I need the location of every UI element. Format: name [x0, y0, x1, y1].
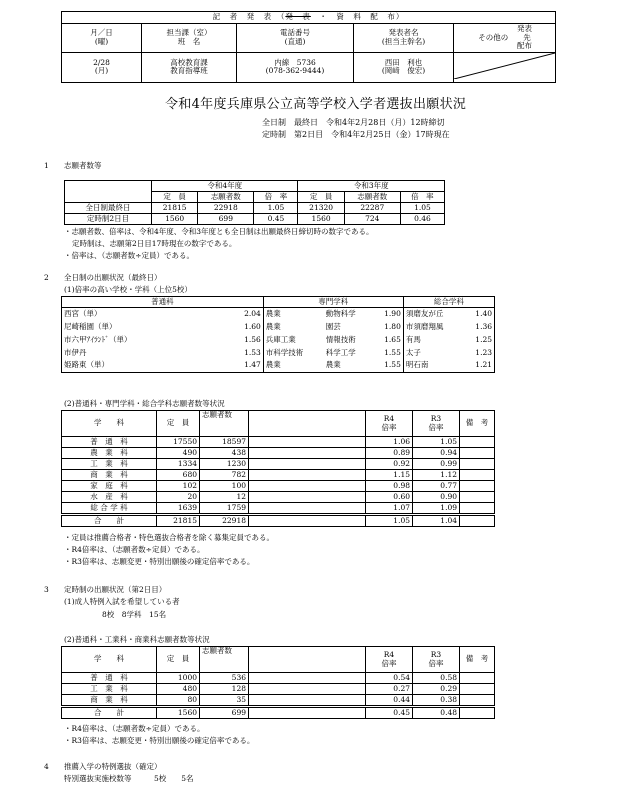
cell-quota: 480 [157, 684, 200, 695]
school-ratio: 1.53 [217, 347, 263, 360]
table-row [62, 347, 495, 360]
school-ratio: 1.40 [475, 308, 492, 318]
release-person [354, 53, 454, 83]
cell-applicants: 724 [344, 214, 400, 225]
total-label: 合 計 [62, 707, 157, 719]
col-r4-label: R4 [383, 413, 395, 423]
cell-remarks [460, 437, 495, 448]
school-name: 姫路東（単） [64, 360, 109, 370]
cell-quota: 1560 [152, 214, 198, 225]
col-r4-label: R4 [383, 649, 395, 659]
cell-remarks [460, 481, 495, 492]
doc-title: 令和4年度兵庫県公立高等学校入学者選抜出願状況 [165, 97, 467, 112]
school-ratio: 1.55 [373, 347, 404, 360]
cell-remarks [460, 684, 495, 695]
cell-ratio: 0.45 [254, 214, 298, 225]
table-row [62, 448, 495, 459]
spacer-cell [249, 684, 366, 695]
section3-subheading: (1)成人特例入試を希望している者 [64, 597, 180, 606]
table-row [62, 437, 495, 448]
total-row [62, 707, 495, 719]
dept-name: 商 業 科 [62, 470, 157, 481]
release-extension: 内線 5736 [274, 57, 316, 67]
s1-note: ・倍率は、（志願者数÷定員）である。 [64, 251, 195, 260]
row-label: 定時制2日目 [65, 214, 152, 225]
school-ratio: 1.90 [373, 308, 404, 321]
table-row [62, 459, 495, 470]
cell-r4: 0.98 [366, 481, 413, 492]
cell-quota: 102 [157, 481, 200, 492]
cell-quota: 17550 [157, 437, 200, 448]
total-quota: 1560 [157, 707, 200, 719]
cell-applicants: 1230 [200, 459, 249, 470]
year-r4-header: 令和4年度 [152, 181, 298, 192]
year-r3-header: 令和3年度 [298, 181, 445, 192]
cell-r3: 0.77 [413, 481, 460, 492]
cell-applicants: 782 [200, 470, 249, 481]
cell-r4: 1.15 [366, 470, 413, 481]
header-title-struck: 発 表 [285, 12, 311, 22]
col-r3-label: 倍率 [428, 422, 444, 432]
dept-name: 工 業 科 [62, 459, 157, 470]
cell-r3: 0.38 [413, 695, 460, 707]
col-r4-ratio [366, 411, 413, 437]
cell-quota: 21320 [298, 203, 344, 214]
total-quota: 21815 [157, 515, 200, 527]
school-ratio: 1.36 [475, 321, 492, 331]
section4-number: 4 [44, 762, 49, 771]
cell-r4: 1.06 [366, 437, 413, 448]
school-name: 明石南 [405, 360, 429, 370]
release-phone [237, 53, 354, 83]
col-phone-header [237, 24, 354, 53]
col-r3-ratio [413, 411, 460, 437]
dept-name: 水 産 科 [62, 492, 157, 503]
department-name: 園芸 [325, 321, 341, 331]
release-date-value: 2/28 [93, 57, 110, 67]
applicants-summary-table [64, 180, 445, 225]
col-remarks: 備 考 [465, 418, 489, 428]
col-date-label: 月／日 [90, 28, 113, 38]
spacer-cell [249, 448, 366, 459]
department-name: 農業 [325, 360, 341, 370]
school-ratio: 1.56 [217, 334, 263, 347]
dept-name: 家 庭 科 [62, 481, 157, 492]
col-r3-label: 倍率 [428, 658, 444, 668]
col-date-header [62, 24, 142, 53]
school-ratio: 2.04 [217, 308, 263, 321]
cell-r3: 0.90 [413, 492, 460, 503]
school-name: 農業 [265, 308, 281, 318]
course-applicants-table [61, 410, 495, 527]
table-row [62, 308, 495, 321]
col-applicants: 志願者数 [200, 411, 249, 437]
cell-remarks [460, 448, 495, 459]
cell-r3: 0.58 [413, 673, 460, 684]
dept-name: 普 通 科 [62, 673, 157, 684]
section2-heading: 全日制の出願状況（最終日） [64, 273, 162, 282]
col-other-label: 配布 [517, 41, 532, 51]
s2-note: ・定員は推薦合格者・特色選抜合格者を除く募集定員である。 [64, 533, 274, 542]
total-r4: 0.45 [366, 707, 413, 719]
col-quota: 定 員 [157, 647, 200, 673]
col-quota: 定 員 [152, 192, 198, 203]
table-row [62, 492, 495, 503]
integrated-course-header: 総合学科 [433, 296, 464, 306]
cell-remarks [460, 492, 495, 503]
cell-ratio: 1.05 [254, 203, 298, 214]
cell-applicants: 22287 [344, 203, 400, 214]
col-dept-label: 担当課（室） [166, 28, 212, 38]
section3-subheading: (2)普通科・工業科・商業科志願者数等状況 [64, 635, 210, 644]
table-row [62, 684, 495, 695]
row-label: 全日制最終日 [65, 203, 152, 214]
col-r4-ratio [366, 647, 413, 673]
cell-applicants: 1759 [200, 503, 249, 515]
cell-ratio: 0.46 [400, 214, 444, 225]
cell-applicants: 128 [200, 684, 249, 695]
school-ratio: 1.23 [475, 347, 492, 357]
header-title-part: ・ 資 料 配 布） [310, 12, 405, 22]
table-row [65, 203, 445, 214]
table-row [62, 481, 495, 492]
total-r3: 1.04 [413, 515, 460, 527]
diagonal-strike [454, 53, 555, 79]
dept-name: 工 業 科 [62, 684, 157, 695]
col-r3-ratio [413, 647, 460, 673]
cell-applicants: 100 [200, 481, 249, 492]
col-other-label: 発表 [517, 24, 532, 34]
col-quota: 定 員 [298, 192, 344, 203]
spacer-cell [249, 492, 366, 503]
col-quota: 定 員 [157, 411, 200, 437]
col-r3-label: R3 [430, 413, 442, 423]
s3-note: ・R4倍率は、（志願者数÷定員）である。 [64, 724, 205, 733]
release-dept-name: 高校教育課 [170, 57, 208, 67]
section2-subheading: (1)倍率の高い学校・学科（上位5校） [64, 285, 192, 294]
table-row [62, 503, 495, 515]
spacer-col [249, 647, 366, 673]
col-person-header [354, 24, 454, 53]
cell-r3: 1.05 [413, 437, 460, 448]
doc-subtitle-part-time: 定時制 第2日目 令和4年2月25日（金）17時現在 [262, 130, 450, 139]
release-dept [142, 53, 237, 83]
cell-remarks [460, 695, 495, 707]
cell-r4: 0.60 [366, 492, 413, 503]
school-name: 兵庫工業 [265, 334, 296, 344]
school-name: 尼崎稲園（単） [64, 321, 117, 331]
school-ratio: 1.65 [373, 334, 404, 347]
col-department: 学 科 [62, 647, 157, 673]
cell-remarks [460, 673, 495, 684]
cell-remarks [460, 459, 495, 470]
spacer-cell [249, 707, 366, 719]
table-row [65, 214, 445, 225]
cell-r4: 0.44 [366, 695, 413, 707]
table-row [62, 334, 495, 347]
cell-ratio: 1.05 [400, 203, 444, 214]
col-r3-label: R3 [430, 649, 442, 659]
spacer-cell [249, 695, 366, 707]
col-person-label: (担当主幹名) [381, 37, 426, 46]
s2-note: ・R3倍率は、志願変更・特別出願後の確定倍率である。 [64, 557, 255, 566]
total-row [62, 515, 495, 527]
section2-subheading: (2)普通科・専門学科・総合学科志願者数等状況 [64, 399, 225, 408]
section3-number: 3 [44, 585, 49, 594]
cell-applicants: 18597 [200, 437, 249, 448]
col-ratio: 倍 率 [400, 192, 444, 203]
col-other-label: その他の 先 [478, 32, 531, 42]
total-label: 合 計 [62, 515, 157, 527]
special-course-header: 専門学科 [263, 297, 403, 308]
department-name: 情報技術 [325, 334, 356, 344]
spacer-col [249, 411, 366, 437]
school-ratio: 1.80 [373, 321, 404, 334]
dept-name: 総 合 学 科 [62, 503, 157, 515]
school-name: 市科学技術 [265, 347, 304, 357]
table-row [62, 360, 495, 373]
col-applicants: 志願者数 [344, 192, 400, 203]
cell-quota: 1560 [298, 214, 344, 225]
school-name: 農業 [265, 321, 281, 331]
cell-quota: 20 [157, 492, 200, 503]
cell-r3: 0.99 [413, 459, 460, 470]
department-name: 動物科学 [325, 308, 356, 318]
col-r4-label: 倍率 [381, 658, 397, 668]
release-direct-line: (078-362-9444) [265, 66, 325, 76]
total-r3: 0.48 [413, 707, 460, 719]
col-person-label: 発表者名 [388, 28, 419, 38]
school-ratio: 1.47 [217, 360, 263, 373]
cell-quota: 490 [157, 448, 200, 459]
cell-applicants: 536 [200, 673, 249, 684]
col-remarks: 備 考 [465, 654, 489, 664]
school-ratio: 1.21 [475, 360, 492, 370]
col-ratio: 倍 率 [254, 192, 298, 203]
s3-note: ・R3倍率は、志願変更・特別出願後の確定倍率である。 [64, 736, 255, 745]
cell-r3: 0.94 [413, 448, 460, 459]
table-row [62, 470, 495, 481]
release-supervisor: (岡﨑 俊宏) [381, 66, 426, 76]
dept-name: 普 通 科 [62, 437, 157, 448]
spacer-cell [249, 470, 366, 481]
col-dept-header [142, 24, 237, 53]
cell-applicants: 699 [198, 214, 254, 225]
cell-r3: 0.29 [413, 684, 460, 695]
spacer-cell [249, 673, 366, 684]
school-ratio: 1.55 [373, 360, 404, 373]
cell-quota: 1000 [157, 673, 200, 684]
release-presenter: 西田 利也 [384, 57, 423, 67]
cell-quota: 21815 [152, 203, 198, 214]
header-title [62, 12, 556, 24]
section2-number: 2 [44, 273, 49, 282]
cell-quota: 1334 [157, 459, 200, 470]
col-applicants: 志願者数 [200, 647, 249, 673]
department-name: 科学工学 [325, 347, 356, 357]
col-department: 学 科 [62, 411, 157, 437]
table-row [62, 695, 495, 707]
table-corner [65, 181, 152, 203]
total-r4: 1.05 [366, 515, 413, 527]
cell-r3: 1.09 [413, 503, 460, 515]
cell-applicants: 22918 [198, 203, 254, 214]
cell-applicants: 35 [200, 695, 249, 707]
header-title-part: 記 者 発 表 （ [212, 12, 286, 22]
table-row [62, 321, 495, 334]
cell-r3: 1.12 [413, 470, 460, 481]
cell-r4: 0.27 [366, 684, 413, 695]
cell-remarks [460, 470, 495, 481]
cell-r4: 0.54 [366, 673, 413, 684]
section1-number: 1 [44, 161, 49, 170]
col-applicants: 志願者数 [198, 192, 254, 203]
spacer-cell [249, 437, 366, 448]
release-team-name: 教育指導班 [170, 66, 208, 76]
spacer-cell [249, 515, 366, 527]
col-other-header [454, 24, 556, 53]
cell-remarks [460, 503, 495, 515]
cell-r4: 1.07 [366, 503, 413, 515]
spacer-cell [249, 459, 366, 470]
release-date-weekday: (月) [94, 66, 109, 76]
col-phone-label: 電話番号 [280, 28, 310, 38]
cell-remarks [460, 707, 495, 719]
section3-heading: 定時制の出願状況（第2日目） [64, 585, 167, 594]
general-course-header: 普通科 [62, 297, 264, 308]
col-date-label: (曜) [94, 37, 109, 46]
cell-r4: 0.92 [366, 459, 413, 470]
section1-heading: 志願者数等 [64, 161, 102, 170]
section4-heading: 推薦入学の特例選抜（確定） [64, 762, 162, 771]
press-release-header [61, 11, 556, 83]
doc-subtitle-full-time: 全日制 最終日 令和4年2月28日（月）12時締切 [262, 118, 445, 127]
school-name: 太子 [405, 347, 421, 357]
cell-applicants: 438 [200, 448, 249, 459]
cell-r4: 0.89 [366, 448, 413, 459]
s2-note: ・R4倍率は、（志願者数÷定員）である。 [64, 545, 205, 554]
col-dept-label: 班 名 [177, 37, 201, 46]
school-name: 市須磨翔風 [405, 321, 444, 331]
cell-applicants: 12 [200, 492, 249, 503]
school-name: 市六甲ｱｲﾗﾝﾄﾞ（単） [64, 334, 132, 344]
s1-note: ・志願者数、倍率は、令和4年度、令和3年度とも全日制は出願最終日締切時の数字である。 [64, 227, 374, 236]
col-phone-label: (直通) [284, 37, 306, 46]
school-name: 西宮（単） [64, 308, 102, 318]
s1-note: 定時制は、志願第2日目17時現在の数字である。 [72, 239, 237, 248]
table-row [62, 673, 495, 684]
cell-quota: 1639 [157, 503, 200, 515]
release-other-empty [454, 53, 556, 83]
part-time-applicants-table [61, 646, 495, 719]
school-name: 有馬 [405, 334, 421, 344]
school-name: 須磨友が丘 [405, 308, 444, 318]
release-date [62, 53, 142, 83]
top-schools-table [61, 296, 495, 373]
dept-name: 農 業 科 [62, 448, 157, 459]
cell-remarks [460, 515, 495, 527]
total-applicants: 22918 [200, 515, 249, 527]
dept-name: 商 業 科 [62, 695, 157, 707]
school-ratio: 1.60 [217, 321, 263, 334]
total-applicants: 699 [200, 707, 249, 719]
school-ratio: 1.25 [475, 334, 492, 344]
spacer-cell [249, 503, 366, 515]
section3-adult-count: 8校 8学科 15名 [102, 610, 167, 619]
spacer-cell [249, 481, 366, 492]
col-r4-label: 倍率 [381, 422, 397, 432]
section4-detail: 特別選抜実施校数等 5校 5名 [64, 774, 194, 783]
cell-quota: 80 [157, 695, 200, 707]
school-name: 農業 [265, 360, 281, 370]
cell-quota: 680 [157, 470, 200, 481]
school-name: 市伊丹 [64, 347, 87, 357]
